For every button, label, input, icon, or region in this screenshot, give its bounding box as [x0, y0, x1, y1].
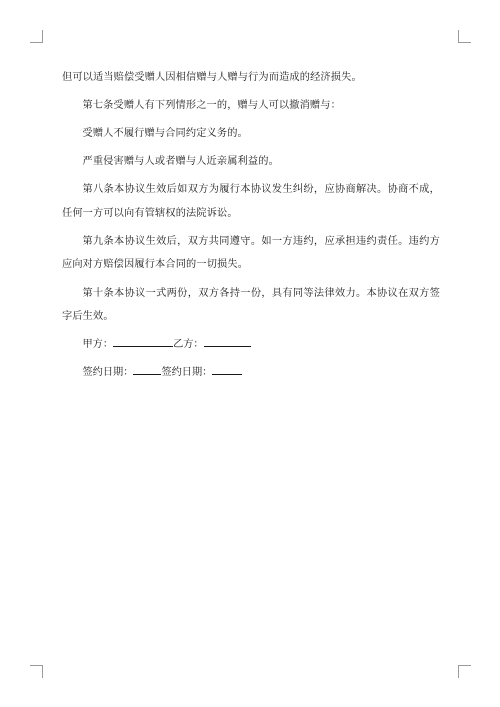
page-corner-mark-top-right: [458, 30, 471, 43]
paragraph-compensation: 但可以适当赔偿受赠人因相信赠与人赠与行为而造成的经济损失。: [62, 72, 362, 83]
page-corner-mark-top-left: [30, 30, 43, 43]
page-corner-mark-bottom-right: [458, 665, 471, 678]
party-a-label: 甲方：: [82, 339, 114, 351]
date-a-label: 签约日期：: [82, 367, 134, 379]
signature-parties-line: [62, 333, 440, 357]
paragraph-article-7-item-1: 受赠人不履行赠与合同约定义务的。: [82, 128, 248, 140]
paragraph-article-10: 第十条本协议一式两份，双方各持一份，具有同等法律效力。本协议在双方签字后生效。: [62, 287, 440, 323]
paragraph-article-7: 第七条受赠人有下列情形之一的，赠与人可以撤消赠与：: [82, 100, 341, 112]
paragraph-article-9: 第九条本协议生效后，双方共同遵守。如一方违约，应承担违约责任。违约方应向对方赔偿因履行本合同的一切损失。: [62, 235, 440, 271]
document-body: [62, 66, 440, 389]
page-corner-mark-bottom-left: [30, 665, 43, 678]
date-b-blank: [212, 363, 242, 375]
party-a-blank: [113, 335, 173, 347]
paragraph-article-7-item-2: 严重侵害赠与人或者赠与人近亲属利益的。: [82, 156, 279, 168]
party-b-label: 乙方：: [173, 339, 204, 351]
date-a-blank: [133, 363, 161, 375]
party-b-blank: [204, 335, 251, 347]
paragraph-article-8: 第八条本协议生效后如双方为履行本协议发生纠纷，应协商解决。协商不成，任何一方可以向有管辖权的法院诉讼。: [62, 184, 440, 219]
date-b-label: 签约日期：: [161, 367, 213, 379]
signature-dates-line: [62, 361, 440, 385]
